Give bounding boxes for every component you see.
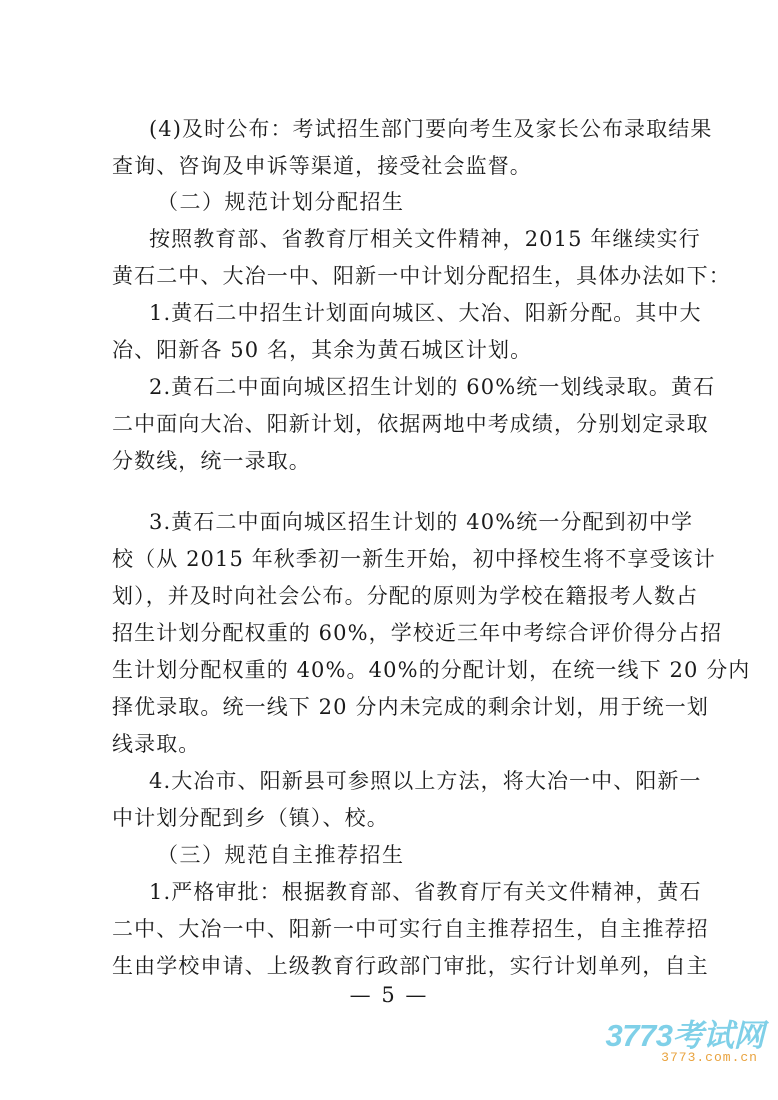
text-line: 分数线，统一录取。: [112, 449, 311, 473]
text-line: 1.黄石二中招生计划面向城区、大冶、阳新分配。其中大: [149, 301, 702, 325]
text-line: 黄石二中、大冶一中、阳新一中计划分配招生，具体办法如下：: [112, 264, 731, 288]
text-line: 中计划分配到乡（镇）、校。: [112, 806, 389, 830]
text-line: 4.大冶市、阳新县可参照以上方法，将大冶一中、阳新一: [149, 769, 702, 793]
text-line: 二中、大冶一中、阳新一中可实行自主推荐招生，自主推荐招: [112, 917, 709, 941]
text-line: 按照教育部、省教育厅相关文件精神，2015 年继续实行: [149, 227, 701, 251]
text-line: 2.黄石二中面向城区招生计划的 60%统一划线录取。黄石: [149, 375, 716, 399]
watermark-logo: 3773考试网: [605, 1018, 764, 1053]
section-heading: （二）规范计划分配招生: [157, 190, 405, 214]
text-line: 查询、咨询及申诉等渠道，接受社会监督。: [112, 154, 532, 178]
text-line: 择优录取。统一线下 20 分内未完成的剩余计划，用于统一划: [112, 695, 709, 719]
text-line: 3.黄石二中面向城区招生计划的 40%统一分配到初中学: [149, 510, 694, 534]
text-line: 生由学校申请、上级教育行政部门审批，实行计划单列，自主: [112, 954, 709, 978]
text-line: 线录取。: [112, 732, 201, 756]
text-line: 招生计划分配权重的 60%，学校近三年中考综合评价得分占招: [112, 621, 723, 645]
text-line: 二中面向大冶、阳新计划，依据两地中考成绩，分别划定录取: [112, 412, 709, 436]
watermark-url: 3773.com.cn: [661, 1050, 758, 1065]
text-line: 划），并及时向社会公布。分配的原则为学校在籍报考人数占: [112, 584, 699, 608]
text-line: 校（从 2015 年秋季初一新生开始，初中择校生将不享受该计: [112, 547, 716, 571]
text-line: 1.严格审批：根据教育部、省教育厅有关文件精神，黄石: [149, 880, 702, 904]
section-heading: （三）规范自主推荐招生: [157, 843, 405, 867]
text-line: 生计划分配权重的 40%。40%的分配计划，在统一线下 20 分内: [112, 658, 751, 682]
text-line: 冶、阳新各 50 名，其余为黄石城区计划。: [112, 338, 533, 362]
site-watermark: [594, 1010, 764, 1072]
text-line: (4)及时公布：考试招生部门要向考生及家长公布录取结果: [149, 117, 713, 141]
page-number: — 5 —: [349, 983, 429, 1007]
